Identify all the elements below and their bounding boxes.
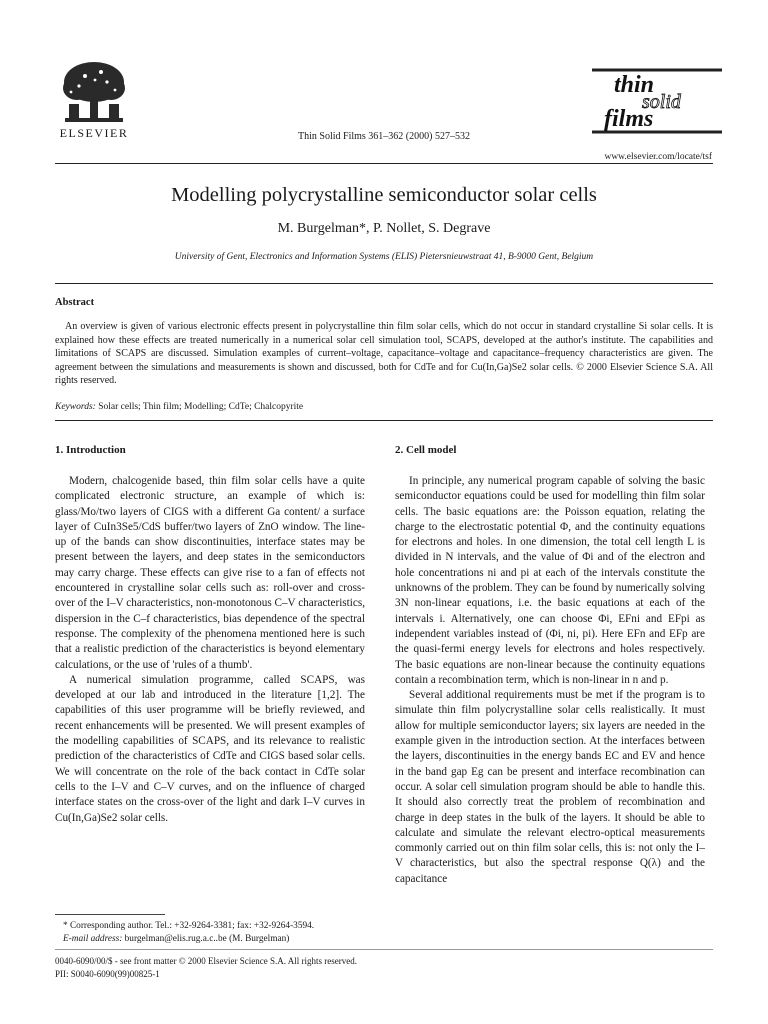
keywords-line <box>55 402 713 412</box>
corresponding-author-note: * Corresponding author. Tel.: +32-9264-3381; fax: +32-9264-3594. <box>63 921 315 931</box>
email-label: E-mail address: <box>63 934 123 944</box>
intro-paragraph-1: Modern, chalcogenide based, thin film solar cells have a quite complicated electronic structure, an example of which is: glass/Mo/two layers of CIGS with a different Ga content/ a surface layer of CuIn3Se5/CdS buffer/two layers of ZnO window. The line-up of the bands can show discontinuities, interface states may be present between the layers, and deep states in the semiconductors may carry charge. These effects can give rise to a fan of effects not encountered in crystalline solar cells such as: roll-over and cross-over of the I–V characteristics, non-monotonous C–V characteristics, dispersion in the C–f characteristics, bias dependence of the spectral response. The complexity of the phenomena mentioned here is such that a realistic prediction of the characteristics is beyond elementary calculations, or the use of 'rules of a thumb'. <box>55 475 365 671</box>
abstract-text: An overview is given of various electronic effects present in polycrystalline thin film solar cells, which do not occur in standard crystalline Si solar cells. It is explained how these effects are treated numerically in a numerical solar cell simulation tool, SCAPS, developed at the author's institute. The capabilities and limitations of SCAPS are discussed. Simulation examples of current–voltage, capacitance–voltage and capacitance–frequency characteristics are given. The agreement between the simulations and measurements is shown and discussed, both for CdTe and for Cu(In,Ga)Se2 solar cells. © 2000 Elsevier Science S.A. All rights reserved. <box>55 321 713 387</box>
section-heading-cell-model: 2. Cell model <box>395 444 457 456</box>
affiliation: University of Gent, Electronics and Information Systems (ELIS) Pietersnieuwstraat 41, B-9000 Gent, Belgium <box>174 252 594 262</box>
logo-word-films: films <box>604 106 654 132</box>
intro-paragraph-2: A numerical simulation programme, called SCAPS, was developed at our lab and introduced in the literature [1,2]. The capabilities of this user programme will be briefly reviewed, and recent enhancements will be presented. We will present examples of the modelling capabilities of SCAPS, and its relevance to realistic prediction of the characteristics of CdTe and CIGS based solar cells. We will concentrate on the role of the back contact in CdTe solar cells to the I–V and C–V curves, and on the influence of charged interface states on the cross-over of the light and dark I–V curves in Cu(In,Ga)Se2 solar cells. <box>55 673 365 824</box>
pii-line: PII: S0040-6090(99)00825-1 <box>55 968 160 979</box>
bottom-rule <box>55 949 713 950</box>
publisher-name: ELSEVIER <box>59 126 129 140</box>
author-list: M. Burgelman*, P. Nollet, S. Degrave <box>277 221 491 236</box>
logo-word-thin: thin <box>614 72 655 98</box>
elsevier-tree-logo <box>55 60 133 135</box>
journal-logo <box>592 66 722 136</box>
footnote-rule <box>55 914 165 915</box>
footnote <box>55 920 375 946</box>
keywords-label: Keywords: <box>55 402 96 412</box>
copyright-line: 0040-6090/00/$ - see front matter © 2000 Elsevier Science S.A. All rights reserved. <box>55 956 358 966</box>
front-matter-info <box>55 955 357 980</box>
abstract-heading: Abstract <box>55 297 95 308</box>
logo-word-solid: solid <box>642 91 681 113</box>
abstract-bottom-rule <box>55 420 713 421</box>
keywords-value: Solar cells; Thin film; Modelling; CdTe; Chalcopyrite <box>98 402 304 412</box>
paper-title: Modelling polycrystalline semiconductor solar cells <box>171 184 597 206</box>
cell-model-paragraph-2: Several additional requirements must be met if the program is to simulate thin film polycrystalline solar cells realistically. It must allow for multiple semiconductor layers; six layers are needed in the example given in the introduction section. At the interfaces between the layers, discontinuities in the energy bands EC and EV and hence in the band gap Eg can be present and interface recombination can occur. A solar cell simulation program should be able to handle this. It should also correctly treat the problem of recombination and charge in deep states in the bulk of the layers. It should be able to calculate and simulate the relevant electro-optical measurements commonly carried out on thin film solar cells, this is: not only the I–V characteristics, but also the spectral response Q(λ) and the capacitance <box>395 689 705 885</box>
email-address[interactable]: burgelman@elis.rug.a.c..be (M. Burgelman) <box>124 934 290 944</box>
cell-model-paragraph-1: In principle, any numerical program capable of solving the basic semiconductor equations could be used for modelling thin film solar cells. The basic equations are: the Poisson equation, relating the charge to the electrostatic potential Φ, and the continuity equations for electrons and holes. In one dimension, the total cell length L is divided in N intervals, and the value of Φi and of the electron and hole concentrations ni and pi at each of the intervals constitute the unknowns of the problem. They can be found by numerically solving 3N non-linear equations, i.e. the basic equations at each of the intervals i. Alternatively, one can choose Φi, EFni and EFpi as independent variables instead of (Φi, ni, pi). Here EFn and EFp are the quasi-fermi energy levels for electrons and holes respectively. The basic equations are non-linear because the continuity equations contain a recombination term, which is non-linear in n and p. <box>395 475 705 686</box>
right-column <box>395 474 705 887</box>
left-column <box>55 474 365 826</box>
abstract-top-rule <box>55 283 713 284</box>
journal-url[interactable]: www.elsevier.com/locate/tsf <box>604 152 712 162</box>
section-heading-introduction: 1. Introduction <box>55 444 126 456</box>
header-rule <box>55 163 713 164</box>
journal-reference: Thin Solid Films 361–362 (2000) 527–532 <box>298 131 470 142</box>
